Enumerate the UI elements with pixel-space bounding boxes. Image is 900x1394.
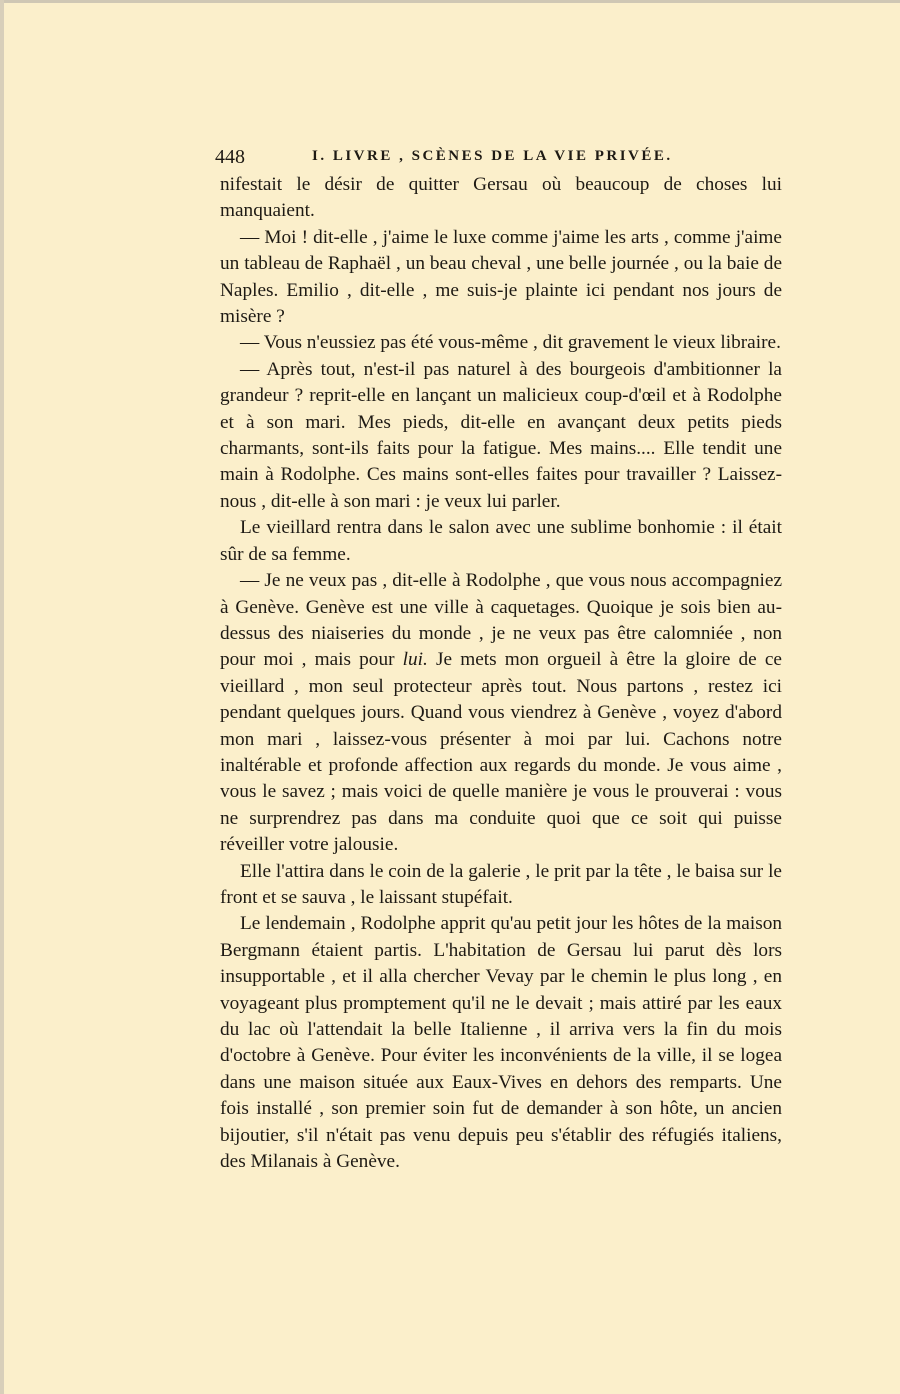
text-segment: Je mets mon orgueil à être la gloire de ce vieillard , mon seul protecteur après tout. Nous partons , restez ici pendant quelques jours. Quand vous viendrez à Genève , voyez d'abord mon mari , laissez-vous présenter à moi par lui. Cachons notre inaltérable et profonde affection aux regards du monde. Je vous aime , vous le savez ; mais voici de quelle manière je vous le prouverai : vous ne surprendrez pas dans ma conduite quoi que ce soit qui puisse réveiller votre jalousie. [220,649,782,856]
body-text [220,172,782,1175]
scan-edge-top [0,0,900,3]
paragraph-vieillard: Le vieillard rentra dans le salon avec une sublime bonhomie : il était sûr de sa femme. [220,517,782,565]
emphasis-lui: lui. [402,649,428,671]
paragraph-lendemain: Le lendemain , Rodolphe apprit qu'au petit jour les hôtes de la maison Bergmann étaient partis. L'habitation de Gersau lui parut dès lors insupportable , et il alla chercher Vevay par le chemin le plus long , en voyageant plus promptement qu'il ne le devait ; mais attiré par les eaux du lac où l'attendait la belle Italienne , il arriva vers la fin du mois d'octobre à Genève. Pour éviter les inconvénients de la ville, il se logea dans une maison située aux Eaux-Vives en dehors des remparts. Une fois installé , son premier soin fut de demander à son hôte, un ancien bijoutier, s'il n'était pas venu depuis peu s'établir des réfugiés italiens, des Milanais à Genève. [220,913,782,1173]
paragraph-dialogue-apres-tout: — Après tout, n'est-il pas naturel à des bourgeois d'ambitionner la grandeur ? reprit-elle en lançant un malicieux coup-d'œil et à Rodolphe et à son mari. Mes pieds, dit-elle en avançant deux petits pieds charmants, sont-ils faits pour la fatigue. Mes mains.... Elle tendit une main à Rodolphe. Ces mains sont-elles faites pour travailler ? Laissez-nous , dit-elle à son mari : je veux lui parler. [220,358,782,512]
paragraph-dialogue-geneve [220,568,782,858]
book-page [215,140,782,1175]
paragraph-dialogue-moi: — Moi ! dit-elle , j'aime le luxe comme j'aime les arts , comme j'aime un tableau de Raphaël , un beau cheval , une belle journée , ou la baie de Naples. Emilio , dit-elle , me suis-je plainte ici pendant nos jours de misère ? [220,226,782,328]
running-head [215,140,782,170]
paragraph-galerie: Elle l'attira dans le coin de la galerie , le prit par la tête , le baisa sur le front et se sauva , le laissant stupéfait. [220,860,782,908]
paragraph-dialogue-libraire: — Vous n'eussiez pas été vous-même , dit gravement le vieux libraire. [240,332,781,354]
text-segment: — Je ne veux pas , dit-elle à Rodolphe , que vous nous accompagniez à Genève. Genève est une ville à caquetages. Quoique je sois bien au-dessus des niaiseries du monde , je ne veux pas être calomniée , non pour moi , mais pour [220,570,782,671]
scan-edge-left [0,0,4,1394]
running-title: I. LIVRE , SCÈNES DE LA VIE PRIVÉE. [312,148,673,164]
paragraph-continuation: nifestait le désir de quitter Gersau où beaucoup de choses lui manquaient. [220,174,782,222]
page-number: 448 [215,146,245,168]
